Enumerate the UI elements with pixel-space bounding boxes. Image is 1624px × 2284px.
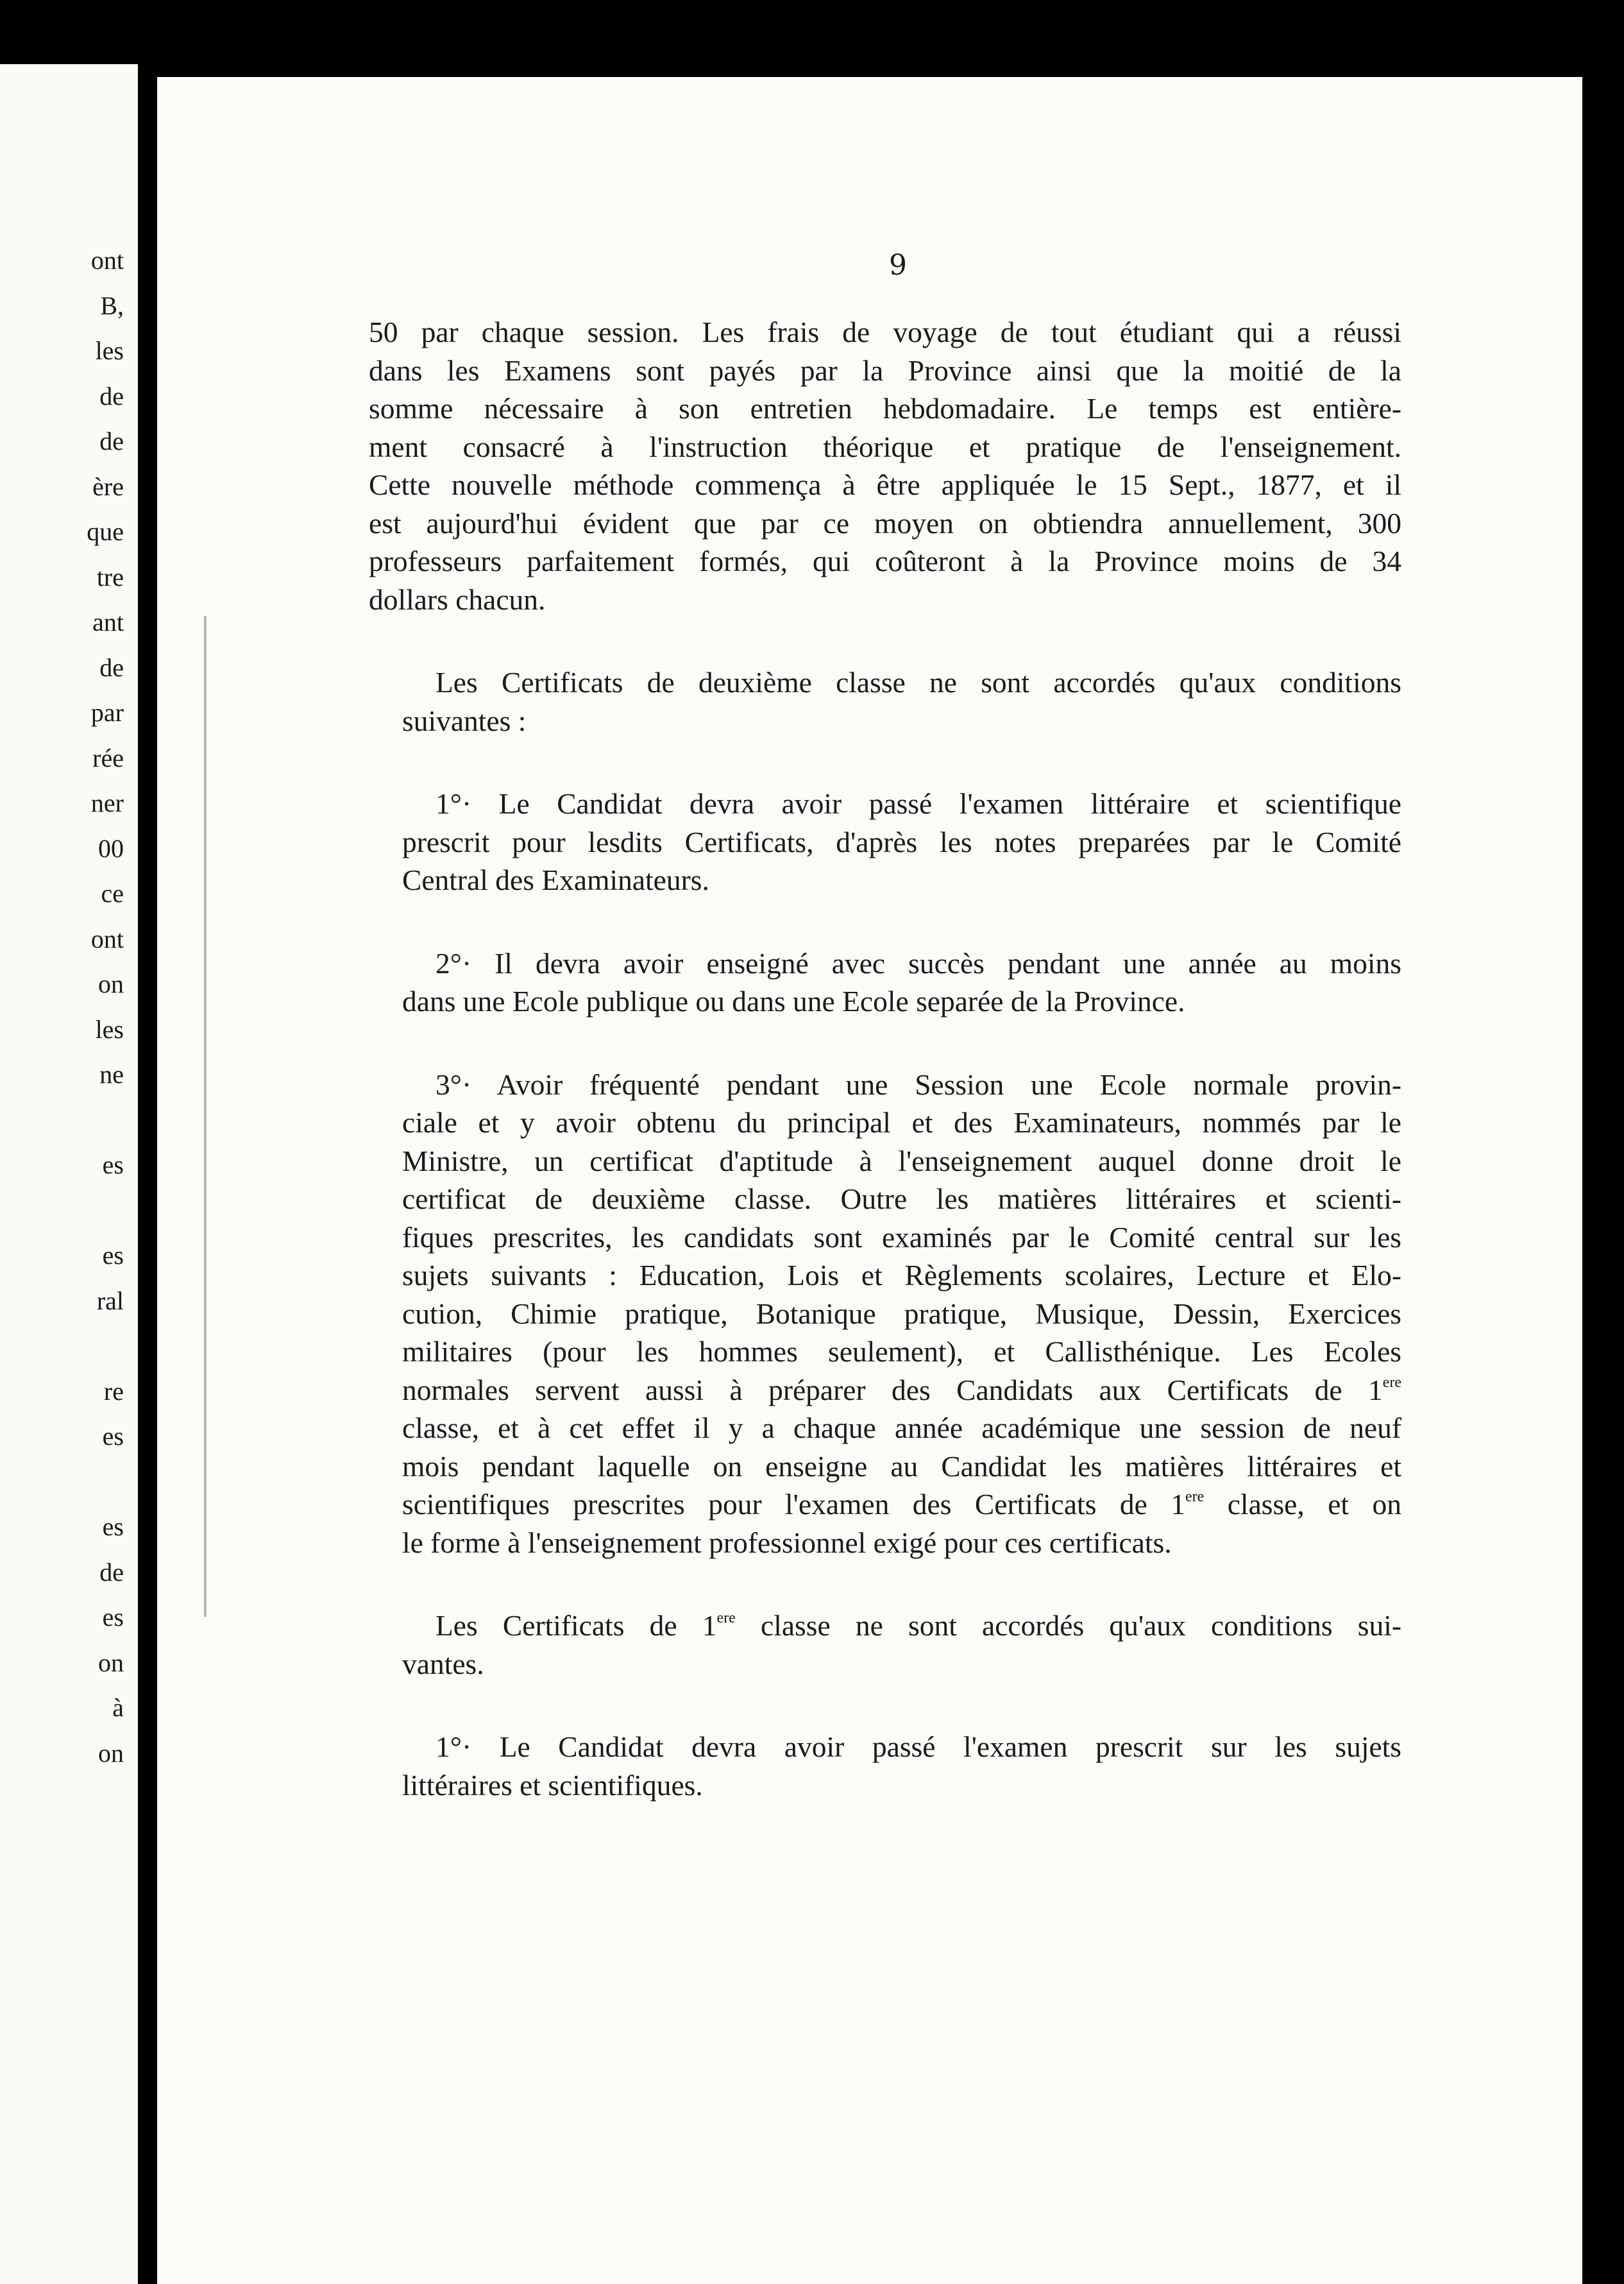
- text-line: 1°· Le Candidat devra avoir passé l'examen littéraire et scientifique: [436, 787, 1401, 820]
- fold-line: [204, 616, 207, 1617]
- text-line: le forme à l'enseignement professionnel exigé pour ces certificats.: [402, 1526, 1172, 1559]
- text-line: certificat de deuxième classe. Outre les matières littéraires et scienti-: [402, 1182, 1401, 1215]
- text-line: classe, et à cet effet il y a chaque année académique une session de neuf: [402, 1411, 1401, 1444]
- paragraph: [369, 1606, 1401, 1683]
- text-line: sujets suivants : Education, Lois et Règlements scolaires, Lecture et Elo-: [402, 1259, 1401, 1291]
- text-line: 2°· Il devra avoir enseigné avec succès pendant une année au moins: [436, 946, 1401, 980]
- left-page-line: B,: [100, 291, 124, 320]
- text-line: littéraires et scientifiques.: [402, 1768, 703, 1802]
- left-page-line: es: [102, 1241, 124, 1270]
- left-page-line: ce: [101, 879, 124, 908]
- text-line: Cette nouvelle méthode commença à être appliquée le 15 Sept., 1877, et il: [369, 468, 1401, 501]
- text-line: dans une Ecole publique ou dans une Ecole separée de la Province.: [402, 985, 1185, 1018]
- left-page-line: ère: [92, 472, 124, 501]
- text-line: Les Certificats de deuxième classe ne sont accordés qu'aux conditions: [436, 666, 1401, 699]
- text-line: Ministre, un certificat d'aptitude à l'enseignement auquel donne droit le: [402, 1144, 1401, 1177]
- text-line: suivantes :: [402, 704, 527, 737]
- page-number: 9: [889, 249, 907, 282]
- text-line: prescrit pour lesdits Certificats, d'après les notes preparées par le Comité: [402, 825, 1401, 858]
- left-page-line: es: [102, 1512, 124, 1541]
- left-page-line: on: [98, 969, 124, 998]
- left-page-line: que: [87, 517, 124, 546]
- left-page-line: ont: [90, 246, 124, 275]
- left-page-line: par: [90, 698, 124, 727]
- paragraph: [369, 1728, 1401, 1804]
- text-line: ment consacré à l'instruction théorique et pratique de l'enseignement.: [369, 430, 1401, 463]
- page-body: [369, 313, 1401, 1804]
- left-page-line: es: [102, 1603, 124, 1632]
- text-line: professeurs parfaitement formés, qui coûteront à la Province moins de 34: [369, 545, 1401, 577]
- text-line: vantes.: [402, 1647, 484, 1680]
- left-page-line: on: [98, 1738, 124, 1768]
- text-line: 3°· Avoir fréquenté pendant une Session une Ecole normale provin-: [436, 1068, 1401, 1101]
- text-line: ciale et y avoir obtenu du principal et des Examinateurs, nommés par le: [402, 1106, 1401, 1139]
- left-page-line: 00: [98, 833, 124, 863]
- left-page-line: on: [98, 1648, 124, 1677]
- left-page-line: les: [95, 1014, 124, 1044]
- left-page-line: de: [99, 652, 124, 682]
- left-page-line: ral: [96, 1286, 124, 1315]
- paragraph: [369, 313, 1401, 618]
- gutter: [138, 58, 157, 2284]
- text-line: est aujourd'hui évident que par ce moyen on obtiendra annuellement, 300: [369, 506, 1401, 540]
- left-page-line: les: [95, 336, 124, 365]
- left-page-line: à: [112, 1693, 124, 1722]
- left-page-line: re: [103, 1376, 124, 1406]
- left-page-line: ner: [90, 788, 124, 817]
- left-page-line: de: [99, 381, 124, 411]
- text-line: dollars chacun.: [369, 583, 546, 616]
- text-line: mois pendant laquelle on enseigne au Candidat les matières littéraires et: [402, 1449, 1401, 1483]
- text-line: dans les Examens sont payés par la Province ainsi que la moitié de la: [369, 354, 1401, 387]
- text-line: 50 par chaque session. Les frais de voyage de tout étudiant qui a réussi: [369, 316, 1401, 348]
- page-shadow: [1582, 87, 1624, 2284]
- left-page-edge: [0, 64, 138, 2284]
- text-line: scientifiques prescrites pour l'examen des Certificats de 1ere classe, et on: [402, 1488, 1401, 1521]
- paragraph: [369, 663, 1401, 740]
- text-line: Les Certificats de 1ere classe ne sont accordés qu'aux conditions sui-: [436, 1609, 1401, 1642]
- left-page-line: ne: [99, 1060, 124, 1089]
- left-page-line: tre: [96, 562, 124, 592]
- text-line: normales servent aussi à préparer des Candidats aux Certificats de 1ere: [402, 1373, 1401, 1406]
- left-page-line: rée: [92, 743, 124, 772]
- text-line: somme nécessaire à son entretien hebdomadaire. Le temps est entière-: [369, 392, 1401, 425]
- text-line: fiques prescrites, les candidats sont examinés par le Comité central sur les: [402, 1220, 1401, 1254]
- paragraph: [369, 1066, 1401, 1562]
- left-page-line: de: [99, 1557, 124, 1587]
- left-page-line: es: [102, 1150, 124, 1179]
- text-line: cution, Chimie pratique, Botanique pratique, Musique, Dessin, Exercices: [402, 1297, 1401, 1330]
- left-page-line: ont: [90, 924, 124, 953]
- text-line: Central des Examinateurs.: [402, 864, 709, 896]
- left-page-line: ant: [92, 608, 124, 636]
- left-page-line: es: [102, 1422, 124, 1451]
- paragraph: [369, 785, 1401, 899]
- left-page-line: de: [99, 427, 124, 456]
- text-line: militaires (pour les hommes seulement), et Callisthénique. Les Ecoles: [402, 1335, 1401, 1368]
- paragraph: [369, 944, 1401, 1021]
- text-line: 1°· Le Candidat devra avoir passé l'examen prescrit sur les sujets: [436, 1730, 1401, 1763]
